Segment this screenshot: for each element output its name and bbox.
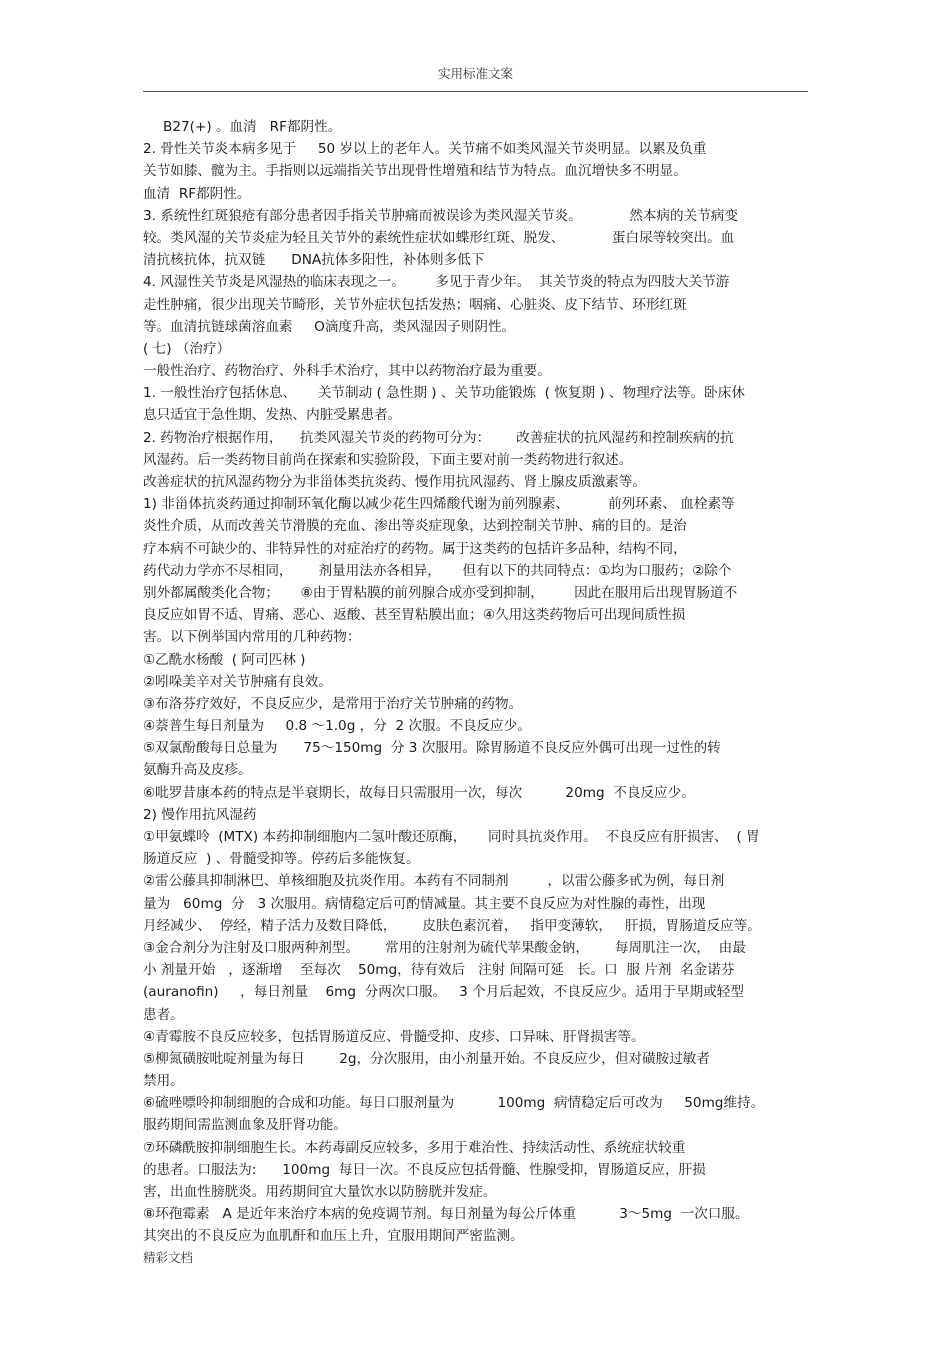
text-line: 良反应如胃不适、胃痛、恶心、返酸、甚至胃粘膜出血；④久用这类药物后可出现间质性损 (143, 607, 686, 624)
text-line: 清抗核抗体，抗双链 DNA抗体多阳性，补体则多低下 (143, 252, 485, 269)
text-line: 害，出血性膀胱炎。用药期间宜大量饮水以防膀胱并发症。 (143, 1184, 497, 1200)
text-line: 患者。 (143, 1006, 184, 1023)
text-line: 血清 RF都阴性。 (143, 185, 251, 202)
text-line: ( 七) （治疗） (143, 340, 231, 357)
text-line: ③金合剂分为注射及口服两种剂型。 常用的注射剂为硫代苹果酸金钠， 每周肌注一次， 由最 (143, 939, 746, 956)
text-line: B27(+) 。血清 RF都阴性。 (163, 119, 342, 135)
text-line: 服药期间需监测血象及肝肾功能。 (143, 1117, 347, 1134)
text-line: 2. 药物治疗根据作用， 抗类风湿关节炎的药物可分为： 改善症状的抗风湿药和控制疾病的抗 (143, 429, 734, 446)
text-line: 风湿药。后一类药物目前尚在探索和实验阶段，下面主要对前一类药物进行叙述。 (143, 451, 633, 468)
text-line: ⑥硫唑嘌呤抑制细胞的合成和功能。每日口服剂量为 100mg 病情稳定后可改为 50mg维持。 (143, 1095, 765, 1112)
text-line: 氨酶升高及皮疹。 (143, 762, 252, 779)
text-line: 别外都属酸类化合物； ⑧由于胃粘膜的前列腺合成亦受到抑制， 因此在服用后出现胃肠道不 (143, 584, 738, 601)
text-line: 疗本病不可缺少的、非特异性的对症治疗的药物。属于这类药的包括许多品种，结构不同， (143, 540, 687, 557)
text-line: 一般性治疗、药物治疗、外科手术治疗，其中以药物治疗最为重要。 (143, 363, 551, 380)
text-line: 较。类风湿的关节炎症为轻且关节外的素统性症状如蝶形红斑、脱发、 蛋白尿等较突出。血 (143, 229, 735, 246)
text-line: ②雷公藤具抑制淋巴、单核细胞及抗炎作用。本药有不同制剂 ，以雷公藤多甙为例，每日剂 (143, 873, 725, 890)
text-line: 禁用。 (143, 1073, 184, 1090)
text-line: ②吲哚美辛对关节肿痛有良效。 (143, 673, 332, 690)
text-line: 其突出的不良反应为血肌酐和血压上升，宜服用期间严密监测。 (143, 1228, 524, 1245)
document-body (143, 116, 813, 1248)
text-line: ⑤双氯酚酸每日总量为 75～150mg 分 3 次服用。除胃肠道不良反应外偶可出现一过性的转 (143, 740, 721, 757)
text-line: 4. 风湿性关节炎是风湿热的临床表现之一。 多见于青少年。 其关节炎的特点为四肢大关节游 (143, 274, 730, 291)
text-line: 月经减少、 停经，精子活力及数目降低， 皮肤色素沉着， 指甲变薄软， 肝损，胃肠道反应等。 (143, 917, 761, 934)
text-line: ⑧环孢霉素 A 是近年来治疗本病的免疫调节剂。每日剂量为每公斤体重 3～5mg 一次口服。 (143, 1206, 749, 1223)
text-line: ⑥吡罗昔康本药的特点是半衰期长，故每日只需服用一次，每次 20mg 不良反应少。 (143, 784, 695, 801)
text-line: 关节如膝、髋为主。手指则以远端指关节出现骨性增殖和结节为特点。血沉增快多不明显。 (143, 163, 687, 180)
text-line: ④萘普生每日剂量为 0.8 ～1.0g ，分 2 次服。不良反应少。 (143, 718, 531, 735)
text-line: 走性肿痛，很少出现关节畸形，关节外症状包括发热；咽痛、心脏炎、皮下结节、环形红斑 (143, 296, 687, 313)
text-line: 等。血清抗链球菌溶血素 O滴度升高，类风湿因子则阴性。 (143, 318, 516, 335)
page-header: 实用标准文案 (437, 66, 513, 81)
text-line: 1. 一般性治疗包括休息、 关节制动 ( 急性期 ) 、关节功能锻炼 ( 恢复期 ) 、物理疗法等。卧床休 (143, 385, 745, 402)
text-line: 小 剂量开始 ，逐渐增 至每次 50mg，待有效后 注射 间隔可延 长。口 服 片剂 名金诺芬 (143, 962, 735, 979)
text-line: (auranofin) ，每日剂量 6mg 分两次口服。 3 个月后起效，不良反应少。适用于早期或轻型 (143, 984, 744, 1001)
text-line: ⑦环磷酰胺抑制细胞生长。本药毒副反应较多，多用于难治性、持续活动性、系统症状较重 (143, 1139, 686, 1156)
text-line: 的患者。口服法为: 100mg 每日一次。不良反应包括骨髓、性腺受抑，胃肠道反应，肝损 (143, 1161, 706, 1178)
text-line: 1) 非甾体抗炎药通过抑制环氧化酶以减少花生四烯酸代谢为前列腺素、 前列环素、 血栓素等 (143, 496, 735, 513)
header-divider (143, 91, 808, 92)
text-line: 3. 系统性红斑狼疮有部分患者因手指关节肿痛而被误诊为类风湿关节炎。 然本病的关节病变 (143, 207, 738, 224)
text-line: 害。以下例举国内常用的几种药物： (143, 629, 361, 646)
text-line: ④青霉胺不良反应较多，包括胃肠道反应、骨髓受抑、皮疹、口异味、肝肾损害等。 (143, 1028, 645, 1045)
text-line: ③布洛芬疗效好，不良反应少，是常用于治疗关节肿痛的药物。 (143, 695, 523, 712)
text-line: 炎性介质，从而改善关节滑膜的充血、渗出等炎症现象，达到控制关节肿、痛的目的。是治 (143, 518, 687, 535)
text-line: 2. 骨性关节炎本病多见于 50 岁以上的老年人。关节痛不如类风湿关节炎明显。以累及负重 (143, 141, 707, 158)
text-line: 量为 60mg 分 3 次服用。病情稳定后可酌情减量。其主要不良反应为对性腺的毒性，出现 (143, 895, 706, 912)
text-line: 改善症状的抗风湿药物分为非甾体类抗炎药、慢作用抗风湿药、肾上腺皮质激素等。 (143, 474, 646, 490)
text-line: 药代动力学亦不尽相同， 剂量用法亦各相异， 但有以下的共同特点：①均为口服药；②除个 (143, 562, 732, 579)
text-line: ⑤柳氮磺胺吡啶剂量为每日 2g，分次服用，由小剂量开始。不良反应少，但对磺胺过敏者 (143, 1050, 710, 1067)
text-line: ①甲氨蝶呤 (MTX) 本药抑制细胞内二氢叶酸还原酶， 同时具抗炎作用。 不良反应有肝损害、 ( 胃 (143, 829, 760, 845)
text-line: ①乙酰水杨酸 ( 阿司匹林 ) (143, 651, 306, 668)
page-footer: 精彩文档 (143, 1250, 194, 1265)
text-line: 息只适宜于急性期、发热、内脏受累患者。 (143, 407, 402, 424)
text-line: 肠道反应 ) 、骨髓受抑等。停药后多能恢复。 (143, 851, 420, 868)
text-line: 2) 慢作用抗风湿药 (143, 806, 257, 823)
